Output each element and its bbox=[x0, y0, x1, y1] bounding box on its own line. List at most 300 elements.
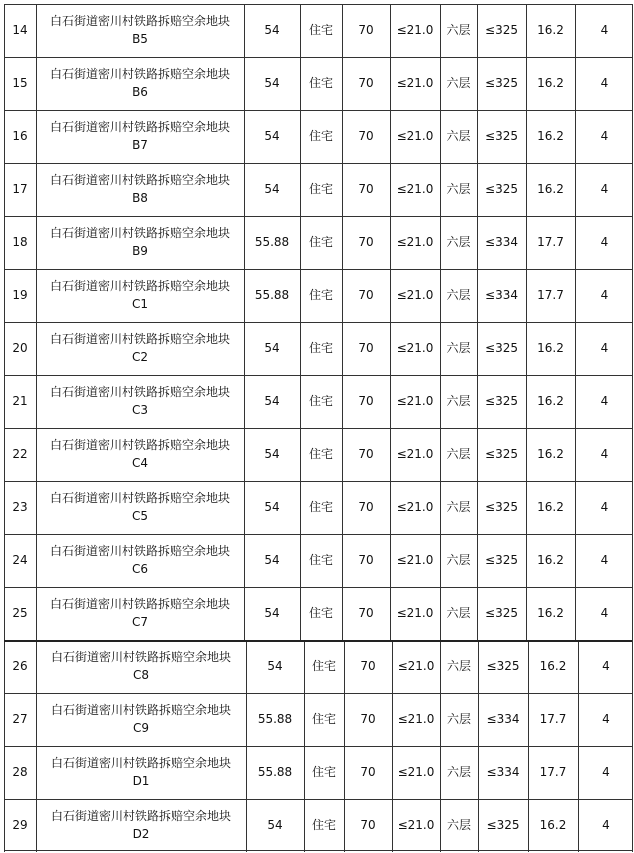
column-divider bbox=[342, 57, 343, 110]
quantity-value-cell bbox=[578, 640, 634, 693]
row-divider bbox=[4, 799, 632, 800]
height-limit: ≤325 bbox=[485, 128, 518, 143]
row-number-cell bbox=[4, 163, 36, 216]
area-value: 54 bbox=[264, 181, 280, 196]
parcel-code: C9 bbox=[132, 720, 149, 735]
area-value: 54 bbox=[264, 393, 280, 408]
column-divider bbox=[342, 4, 343, 57]
density-value: 17.7 bbox=[539, 711, 567, 726]
row-number: 17 bbox=[12, 181, 28, 196]
density-value: 16.2 bbox=[537, 22, 564, 37]
column-divider bbox=[246, 746, 247, 799]
table-row bbox=[0, 110, 634, 163]
column-divider bbox=[4, 216, 5, 269]
table-row bbox=[0, 799, 634, 852]
quantity-value-cell bbox=[575, 163, 634, 216]
term-years-cell bbox=[342, 375, 390, 428]
column-divider bbox=[392, 640, 393, 693]
row-number: 29 bbox=[12, 817, 28, 832]
area-value: 55.88 bbox=[254, 287, 290, 302]
column-divider bbox=[344, 746, 345, 799]
column-divider bbox=[526, 534, 527, 587]
column-divider bbox=[246, 799, 247, 852]
height-limit-cell bbox=[477, 534, 526, 587]
column-divider bbox=[632, 481, 633, 534]
quantity-value: 4 bbox=[602, 764, 610, 779]
term-years: 70 bbox=[360, 817, 376, 832]
column-divider bbox=[36, 269, 37, 322]
density-value: 17.7 bbox=[539, 764, 567, 779]
parcel-name-cell bbox=[36, 640, 246, 693]
column-divider bbox=[300, 481, 301, 534]
area-value-cell bbox=[246, 799, 304, 852]
column-divider bbox=[575, 269, 576, 322]
parcel-code: C1 bbox=[131, 296, 148, 311]
density-value: 16.2 bbox=[537, 393, 564, 408]
column-divider bbox=[304, 746, 305, 799]
column-divider bbox=[478, 799, 479, 852]
density-value-cell bbox=[526, 428, 575, 481]
column-divider bbox=[36, 746, 37, 799]
quantity-value-cell bbox=[575, 534, 634, 587]
parcel-code: D1 bbox=[132, 773, 150, 788]
density-value: 16.2 bbox=[539, 658, 567, 673]
floor-count: 六层 bbox=[446, 393, 471, 408]
floor-count: 六层 bbox=[446, 181, 471, 196]
quantity-value: 4 bbox=[600, 22, 609, 37]
density-value: 16.2 bbox=[537, 605, 564, 620]
table-row bbox=[0, 163, 634, 216]
term-years-cell bbox=[342, 216, 390, 269]
term-years-cell bbox=[342, 110, 390, 163]
column-divider bbox=[342, 375, 343, 428]
column-divider bbox=[440, 163, 441, 216]
parcel-code: C3 bbox=[131, 402, 148, 417]
column-divider bbox=[304, 640, 305, 693]
plot-ratio: ≤21.0 bbox=[396, 128, 434, 143]
floor-count-cell bbox=[440, 4, 477, 57]
land-use-cell bbox=[300, 269, 342, 322]
row-divider bbox=[4, 269, 632, 270]
column-divider bbox=[632, 746, 633, 799]
plot-ratio: ≤21.0 bbox=[397, 658, 435, 673]
density-value: 16.2 bbox=[537, 128, 564, 143]
column-divider bbox=[36, 216, 37, 269]
area-value: 54 bbox=[264, 128, 280, 143]
row-number: 14 bbox=[12, 22, 28, 37]
column-divider bbox=[477, 216, 478, 269]
column-divider bbox=[4, 57, 5, 110]
plot-ratio: ≤21.0 bbox=[397, 711, 435, 726]
parcel-name-line1: 白石街道密川村铁路拆赔空余地块 bbox=[49, 385, 230, 400]
column-divider bbox=[526, 587, 527, 640]
row-divider bbox=[4, 534, 632, 535]
column-divider bbox=[526, 375, 527, 428]
parcel-code: B6 bbox=[132, 84, 148, 99]
plot-ratio-cell bbox=[390, 481, 440, 534]
column-divider bbox=[300, 322, 301, 375]
row-number: 21 bbox=[12, 393, 28, 408]
height-limit-cell bbox=[478, 640, 528, 693]
column-divider bbox=[244, 110, 245, 163]
term-years-cell bbox=[342, 269, 390, 322]
column-divider bbox=[244, 481, 245, 534]
parcel-code: C5 bbox=[131, 508, 148, 523]
height-limit: ≤334 bbox=[485, 234, 518, 249]
density-value: 16.2 bbox=[537, 446, 564, 461]
quantity-value-cell bbox=[575, 4, 634, 57]
column-divider bbox=[526, 428, 527, 481]
parcel-name-line1: 白石街道密川村铁路拆赔空余地块 bbox=[49, 173, 230, 188]
column-divider bbox=[244, 587, 245, 640]
column-divider bbox=[300, 216, 301, 269]
term-years-cell bbox=[342, 163, 390, 216]
area-value: 54 bbox=[264, 446, 280, 461]
column-divider bbox=[304, 799, 305, 852]
quantity-value-cell bbox=[575, 269, 634, 322]
term-years: 70 bbox=[358, 393, 374, 408]
area-value-cell bbox=[244, 428, 300, 481]
column-divider bbox=[440, 799, 441, 852]
parcel-name-cell bbox=[36, 216, 244, 269]
column-divider bbox=[300, 57, 301, 110]
column-divider bbox=[440, 269, 441, 322]
column-divider bbox=[36, 428, 37, 481]
column-divider bbox=[244, 163, 245, 216]
term-years: 70 bbox=[358, 605, 374, 620]
plot-ratio: ≤21.0 bbox=[396, 181, 434, 196]
quantity-value: 4 bbox=[600, 287, 609, 302]
land-use-cell bbox=[300, 57, 342, 110]
term-years: 70 bbox=[358, 446, 374, 461]
height-limit-cell bbox=[477, 587, 526, 640]
table-row bbox=[0, 693, 634, 746]
term-years: 70 bbox=[358, 340, 374, 355]
quantity-value: 4 bbox=[600, 234, 609, 249]
plot-ratio-cell bbox=[390, 4, 440, 57]
land-use: 住宅 bbox=[308, 22, 333, 37]
row-divider bbox=[4, 640, 632, 642]
column-divider bbox=[4, 4, 5, 57]
floor-count-cell bbox=[440, 322, 477, 375]
floor-count-cell bbox=[440, 693, 478, 746]
column-divider bbox=[528, 746, 529, 799]
quantity-value: 4 bbox=[600, 393, 609, 408]
column-divider bbox=[36, 534, 37, 587]
column-divider bbox=[300, 587, 301, 640]
parcel-name-line1: 白石街道密川村铁路拆赔空余地块 bbox=[49, 438, 230, 453]
quantity-value-cell bbox=[575, 110, 634, 163]
table-row bbox=[0, 746, 634, 799]
parcel-name-line1: 白石街道密川村铁路拆赔空余地块 bbox=[49, 14, 230, 29]
density-value: 16.2 bbox=[537, 340, 564, 355]
row-number: 28 bbox=[12, 764, 28, 779]
row-number: 23 bbox=[12, 499, 28, 514]
plot-ratio: ≤21.0 bbox=[396, 552, 434, 567]
floor-count: 六层 bbox=[446, 340, 471, 355]
column-divider bbox=[300, 163, 301, 216]
term-years: 70 bbox=[360, 658, 376, 673]
density-value-cell bbox=[526, 375, 575, 428]
area-value: 54 bbox=[264, 75, 280, 90]
column-divider bbox=[477, 163, 478, 216]
column-divider bbox=[632, 216, 633, 269]
height-limit: ≤325 bbox=[485, 605, 518, 620]
height-limit-cell bbox=[477, 269, 526, 322]
area-value-cell bbox=[244, 216, 300, 269]
column-divider bbox=[390, 587, 391, 640]
height-limit-cell bbox=[477, 4, 526, 57]
density-value-cell bbox=[526, 269, 575, 322]
column-divider bbox=[575, 322, 576, 375]
parcel-name-cell bbox=[36, 57, 244, 110]
column-divider bbox=[390, 4, 391, 57]
plot-ratio: ≤21.0 bbox=[396, 287, 434, 302]
column-divider bbox=[4, 746, 5, 799]
column-divider bbox=[36, 163, 37, 216]
column-divider bbox=[390, 269, 391, 322]
plot-ratio: ≤21.0 bbox=[396, 22, 434, 37]
quantity-value-cell bbox=[575, 57, 634, 110]
land-use-cell bbox=[300, 481, 342, 534]
column-divider bbox=[244, 269, 245, 322]
area-value-cell bbox=[244, 375, 300, 428]
area-value: 54 bbox=[264, 605, 280, 620]
quantity-value: 4 bbox=[600, 75, 609, 90]
column-divider bbox=[392, 746, 393, 799]
column-divider bbox=[477, 57, 478, 110]
column-divider bbox=[578, 799, 579, 852]
area-value-cell bbox=[244, 587, 300, 640]
table-row bbox=[0, 587, 634, 640]
floor-count: 六层 bbox=[446, 446, 471, 461]
height-limit: ≤325 bbox=[485, 340, 518, 355]
parcel-code: B5 bbox=[132, 31, 148, 46]
land-use-cell bbox=[300, 110, 342, 163]
parcel-name-line1: 白石街道密川村铁路拆赔空余地块 bbox=[49, 597, 230, 612]
density-value-cell bbox=[528, 640, 578, 693]
floor-count: 六层 bbox=[446, 817, 471, 832]
parcel-name-cell bbox=[36, 322, 244, 375]
plot-ratio-cell bbox=[390, 375, 440, 428]
quantity-value-cell bbox=[575, 428, 634, 481]
floor-count-cell bbox=[440, 534, 477, 587]
height-limit: ≤334 bbox=[486, 711, 520, 726]
land-use: 住宅 bbox=[308, 393, 333, 408]
column-divider bbox=[390, 216, 391, 269]
plot-ratio-cell bbox=[390, 110, 440, 163]
column-divider bbox=[440, 428, 441, 481]
row-number: 25 bbox=[12, 605, 28, 620]
quantity-value: 4 bbox=[602, 817, 610, 832]
height-limit: ≤325 bbox=[485, 552, 518, 567]
column-divider bbox=[526, 163, 527, 216]
column-divider bbox=[342, 534, 343, 587]
plot-ratio: ≤21.0 bbox=[397, 764, 435, 779]
floor-count: 六层 bbox=[446, 499, 471, 514]
row-divider bbox=[4, 322, 632, 323]
column-divider bbox=[300, 110, 301, 163]
column-divider bbox=[244, 4, 245, 57]
column-divider bbox=[632, 534, 633, 587]
land-use: 住宅 bbox=[308, 552, 333, 567]
parcel-name-line1: 白石街道密川村铁路拆赔空余地块 bbox=[50, 703, 231, 718]
column-divider bbox=[36, 4, 37, 57]
term-years-cell bbox=[342, 534, 390, 587]
term-years: 70 bbox=[358, 128, 374, 143]
column-divider bbox=[344, 799, 345, 852]
column-divider bbox=[244, 534, 245, 587]
parcel-name-cell bbox=[36, 481, 244, 534]
land-use: 住宅 bbox=[308, 128, 333, 143]
column-divider bbox=[526, 110, 527, 163]
land-use-cell bbox=[304, 746, 344, 799]
area-value-cell bbox=[246, 640, 304, 693]
row-divider bbox=[4, 110, 632, 111]
plot-ratio: ≤21.0 bbox=[396, 499, 434, 514]
term-years: 70 bbox=[358, 499, 374, 514]
term-years-cell bbox=[344, 693, 392, 746]
quantity-value-cell bbox=[575, 481, 634, 534]
height-limit: ≤325 bbox=[485, 75, 518, 90]
floor-count: 六层 bbox=[446, 287, 471, 302]
row-number: 26 bbox=[12, 658, 28, 673]
height-limit-cell bbox=[477, 110, 526, 163]
height-limit-cell bbox=[478, 746, 528, 799]
area-value: 55.88 bbox=[257, 711, 293, 726]
column-divider bbox=[36, 799, 37, 852]
column-divider bbox=[4, 640, 5, 693]
column-divider bbox=[244, 322, 245, 375]
parcel-name-cell bbox=[36, 587, 244, 640]
row-number: 22 bbox=[12, 446, 28, 461]
column-divider bbox=[575, 375, 576, 428]
row-divider bbox=[4, 587, 632, 588]
row-divider bbox=[4, 850, 632, 851]
height-limit-cell bbox=[478, 799, 528, 852]
quantity-value: 4 bbox=[600, 499, 609, 514]
column-divider bbox=[575, 587, 576, 640]
row-divider bbox=[4, 216, 632, 217]
quantity-value-cell bbox=[578, 693, 634, 746]
quantity-value-cell bbox=[575, 587, 634, 640]
land-use-cell bbox=[300, 163, 342, 216]
floor-count: 六层 bbox=[446, 22, 471, 37]
parcel-code: C6 bbox=[131, 561, 148, 576]
parcel-name-cell bbox=[36, 375, 244, 428]
table-row bbox=[0, 4, 634, 57]
column-divider bbox=[4, 110, 5, 163]
column-divider bbox=[244, 216, 245, 269]
column-divider bbox=[390, 375, 391, 428]
height-limit: ≤325 bbox=[485, 446, 518, 461]
term-years: 70 bbox=[358, 181, 374, 196]
row-number-cell bbox=[4, 428, 36, 481]
row-number: 15 bbox=[12, 75, 28, 90]
column-divider bbox=[4, 428, 5, 481]
column-divider bbox=[440, 481, 441, 534]
column-divider bbox=[632, 4, 633, 57]
table-row bbox=[0, 269, 634, 322]
column-divider bbox=[342, 110, 343, 163]
table-row bbox=[0, 57, 634, 110]
quantity-value: 4 bbox=[600, 552, 609, 567]
row-number: 24 bbox=[12, 552, 28, 567]
row-divider bbox=[4, 746, 632, 747]
column-divider bbox=[440, 110, 441, 163]
parcel-code: B7 bbox=[132, 137, 148, 152]
row-number: 20 bbox=[12, 340, 28, 355]
quantity-value: 4 bbox=[600, 128, 609, 143]
floor-count-cell bbox=[440, 481, 477, 534]
floor-count-cell bbox=[440, 640, 478, 693]
column-divider bbox=[575, 428, 576, 481]
floor-count: 六层 bbox=[446, 75, 471, 90]
row-number-cell bbox=[4, 322, 36, 375]
term-years: 70 bbox=[358, 552, 374, 567]
area-value: 54 bbox=[264, 499, 280, 514]
column-divider bbox=[300, 4, 301, 57]
row-divider bbox=[4, 428, 632, 429]
floor-count-cell bbox=[440, 746, 478, 799]
column-divider bbox=[246, 693, 247, 746]
column-divider bbox=[300, 428, 301, 481]
plot-ratio: ≤21.0 bbox=[396, 446, 434, 461]
column-divider bbox=[342, 481, 343, 534]
quantity-value-cell bbox=[575, 322, 634, 375]
column-divider bbox=[440, 57, 441, 110]
column-divider bbox=[575, 163, 576, 216]
parcel-name-cell bbox=[36, 428, 244, 481]
density-value: 17.7 bbox=[537, 234, 564, 249]
column-divider bbox=[575, 216, 576, 269]
column-divider bbox=[440, 587, 441, 640]
column-divider bbox=[526, 57, 527, 110]
column-divider bbox=[4, 163, 5, 216]
column-divider bbox=[478, 640, 479, 693]
quantity-value: 4 bbox=[602, 658, 610, 673]
quantity-value: 4 bbox=[600, 181, 609, 196]
plot-ratio-cell bbox=[392, 746, 440, 799]
column-divider bbox=[344, 640, 345, 693]
area-value-cell bbox=[246, 746, 304, 799]
column-divider bbox=[342, 587, 343, 640]
column-divider bbox=[4, 269, 5, 322]
height-limit-cell bbox=[478, 693, 528, 746]
parcel-name-cell bbox=[36, 163, 244, 216]
row-number-cell bbox=[4, 587, 36, 640]
row-number: 27 bbox=[12, 711, 28, 726]
column-divider bbox=[4, 322, 5, 375]
column-divider bbox=[632, 375, 633, 428]
plot-ratio: ≤21.0 bbox=[396, 75, 434, 90]
parcel-name-line1: 白石街道密川村铁路拆赔空余地块 bbox=[50, 809, 231, 824]
land-use: 住宅 bbox=[308, 340, 333, 355]
area-value: 54 bbox=[264, 552, 280, 567]
column-divider bbox=[632, 57, 633, 110]
floor-count-cell bbox=[440, 57, 477, 110]
row-divider bbox=[4, 481, 632, 482]
floor-count: 六层 bbox=[446, 711, 471, 726]
parcel-name-line1: 白石街道密川村铁路拆赔空余地块 bbox=[49, 544, 230, 559]
row-number: 19 bbox=[12, 287, 28, 302]
area-value-cell bbox=[244, 269, 300, 322]
quantity-value: 4 bbox=[600, 340, 609, 355]
land-use-cell bbox=[300, 4, 342, 57]
row-number-cell bbox=[4, 534, 36, 587]
term-years-cell bbox=[344, 746, 392, 799]
plot-ratio: ≤21.0 bbox=[396, 393, 434, 408]
